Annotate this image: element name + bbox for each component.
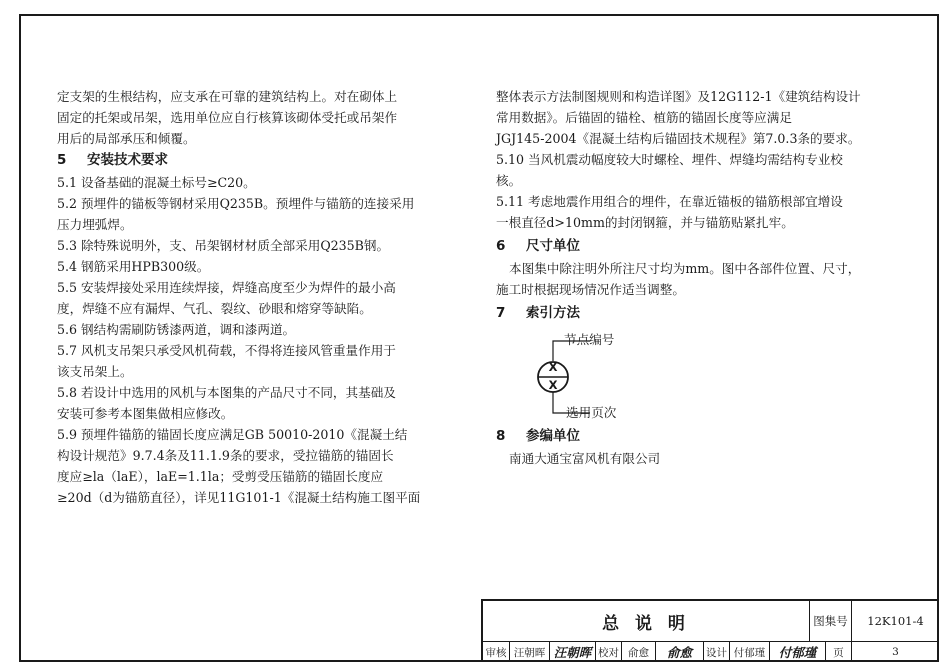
- section-7-heading: [496, 302, 916, 325]
- list-item: 5.6 钢结构需刷防锈漆两道，调和漆两道。: [57, 322, 296, 337]
- list-item: 5.4 钢筋采用HPB300级。: [57, 259, 210, 274]
- reviewer-name: 汪朝晖: [509, 642, 549, 662]
- list-item: 5.5 安装焊接处采用连续焊接，焊缝高度至少为焊件的最小高: [57, 280, 396, 295]
- section-number: 7: [496, 305, 506, 321]
- text-line: JGJ145-2004《混凝土结构后锚固技术规程》第7.0.3条的要求。: [496, 131, 861, 146]
- section-number: 5: [57, 152, 67, 168]
- title-block: [481, 599, 939, 662]
- list-item: ≥20d（d为锚筋直径），详见11G101-1《混凝土结构施工图平面: [57, 490, 421, 505]
- page-label: 页: [825, 642, 851, 662]
- section-8-heading: [496, 425, 916, 448]
- text-line: 一根直径d>10mm的封闭钢箍，并与锚筋贴紧扎牢。: [496, 215, 794, 230]
- list-item: 5.7 风机支吊架只承受风机荷载，不得将连接风管重量作用于: [57, 343, 396, 358]
- title-block-row-2: [483, 642, 939, 662]
- title-block-row-1: [483, 601, 939, 642]
- index-symbol-diagram: [496, 331, 916, 421]
- section-number: 8: [496, 428, 506, 444]
- design-label: 设计: [703, 642, 729, 662]
- list-item: 安装可参考本图集做相应修改。: [57, 406, 234, 421]
- section-title: 尺寸单位: [526, 238, 580, 254]
- section-5-heading: [57, 149, 467, 172]
- intro-line: 固定的托架或吊架，选用单位应自行核算该砌体受托或吊架作: [57, 110, 398, 125]
- symbol-bottom-letter: X: [548, 378, 558, 392]
- section-number: 6: [496, 238, 506, 254]
- reviewer-signature: 汪朝晖: [549, 642, 595, 662]
- section-6-heading: [496, 235, 916, 258]
- list-item: 构设计规范》9.7.4条及11.1.9条的要求，受拉锚筋的锚固长: [57, 448, 394, 463]
- list-item: 5.1 设备基础的混凝土标号≥C20。: [57, 175, 256, 190]
- designer-signature: 付郁瑾: [769, 642, 825, 662]
- list-item: 度，焊缝不应有漏焊、气孔、裂纹、砂眼和熔穿等缺陷。: [57, 301, 372, 316]
- page-number: 3: [851, 642, 939, 662]
- list-item: 度应≥la（laE），laE=1.1la；受剪受压锚筋的锚固长度应: [57, 469, 384, 484]
- text-line: 核。: [496, 173, 522, 188]
- text-line: 本图集中除注明外所注尺寸均为mm。图中各部件位置、尺寸，: [509, 261, 861, 276]
- index-symbol-graphic: [526, 331, 726, 421]
- symbol-top-letter: X: [548, 360, 558, 374]
- designer-name: 付郁瑾: [729, 642, 769, 662]
- intro-line: 定支架的生根结构，应支承在可靠的建筑结构上。对在砌体上: [57, 89, 398, 104]
- text-line: 整体表示方法制图规则和构造详图》及12G112-1《建筑结构设计: [496, 89, 861, 104]
- review-label: 审核: [485, 646, 507, 659]
- page-ref-label: 选用页次: [566, 405, 617, 420]
- check-label: 校对: [595, 642, 621, 662]
- text-line: 5.11 考虑地震作用组合的埋件，在靠近锚板的锚筋根部宜增设: [496, 194, 843, 209]
- text-line: 5.10 当风机震动幅度较大时螺栓、埋件、焊缝均需结构专业校: [496, 152, 843, 167]
- left-column: [57, 86, 467, 508]
- text-line: 施工时根据现场情况作适当调整。: [496, 282, 685, 297]
- section-title: 索引方法: [526, 305, 580, 321]
- checker-signature: 俞愈: [655, 642, 703, 662]
- atlas-number-label: 图集号: [809, 601, 851, 641]
- section-title: 安装技术要求: [87, 152, 168, 168]
- participating-company: 南通大通宝富风机有限公司: [509, 451, 661, 466]
- node-number-label: 节点编号: [564, 332, 615, 347]
- checker-name: 俞愈: [621, 642, 655, 662]
- list-item: 压力埋弧焊。: [57, 217, 133, 232]
- list-item: 5.3 除特殊说明外，支、吊架钢材材质全部采用Q235B钢。: [57, 238, 390, 253]
- list-item: 5.8 若设计中选用的风机与本图集的产品尺寸不同，其基础及: [57, 385, 396, 400]
- list-item: 该支吊架上。: [57, 364, 133, 379]
- intro-line: 用后的局部承压和倾覆。: [57, 131, 196, 146]
- text-line: 常用数据》。后锚固的锚栓、植筋的锚固长度等应满足: [496, 110, 792, 125]
- right-column: [496, 86, 916, 469]
- atlas-number: 12K101-4: [851, 601, 939, 641]
- list-item: 5.9 预埋件锚筋的锚固长度应满足GB 50010-2010《混凝土结: [57, 427, 408, 442]
- list-item: 5.2 预埋件的锚板等钢材采用Q235B。预埋件与锚筋的连接采用: [57, 196, 415, 211]
- drawing-title: 总 说 明: [602, 613, 690, 634]
- section-title: 参编单位: [526, 428, 580, 444]
